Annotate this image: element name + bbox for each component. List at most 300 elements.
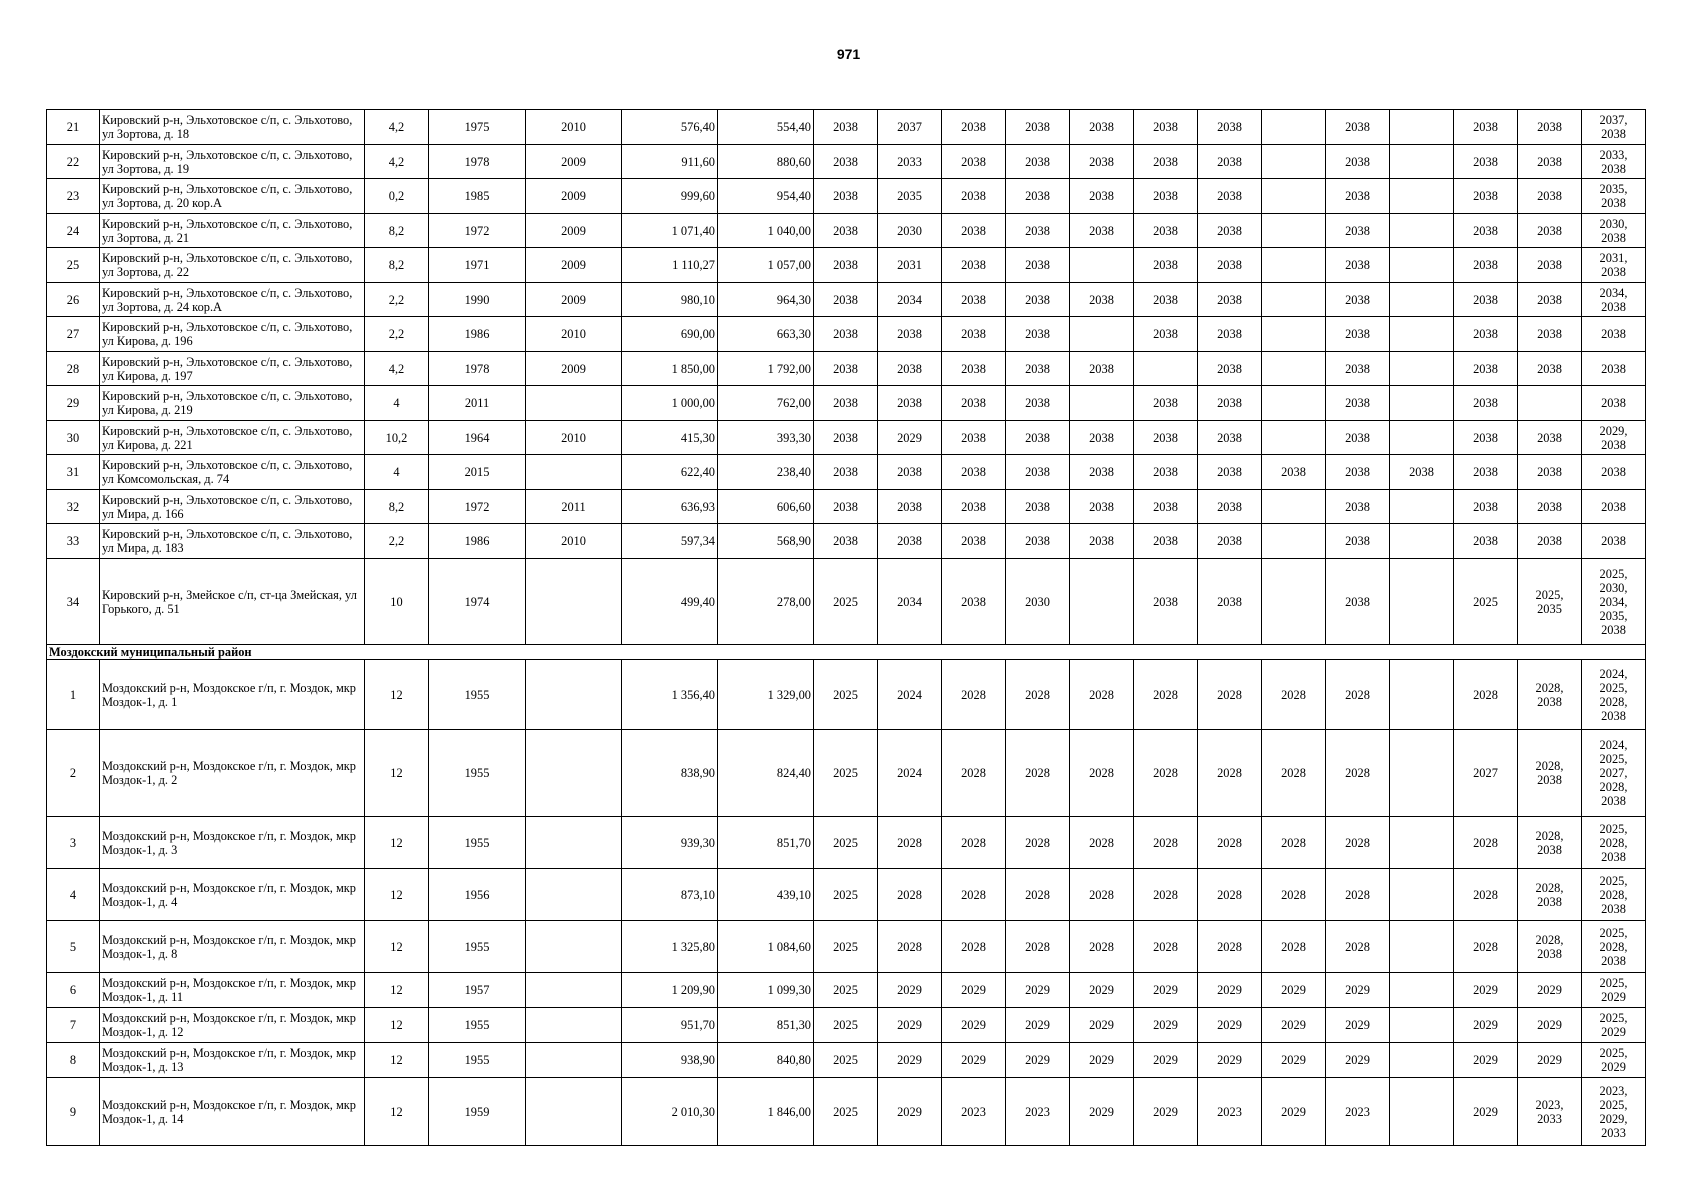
area-total-cell: 911,60 bbox=[622, 145, 718, 179]
repair-year-cell: 2025 bbox=[814, 660, 878, 730]
area-living-cell: 663,30 bbox=[718, 317, 814, 352]
repair-year-cell: 2035, 2038 bbox=[1582, 179, 1646, 214]
table-row bbox=[47, 248, 1646, 283]
repair-year-cell bbox=[1390, 386, 1454, 421]
repair-year-cell: 2038 bbox=[1070, 214, 1134, 248]
repair-year-cell: 2038 bbox=[814, 317, 878, 352]
repair-year-cell: 2038 bbox=[1198, 248, 1262, 283]
repair-year-cell: 2028 bbox=[1326, 817, 1390, 869]
area-total-cell: 2 010,30 bbox=[622, 1078, 718, 1146]
repair-year-cell: 2038 bbox=[1326, 283, 1390, 317]
area-living-cell: 1 099,30 bbox=[718, 973, 814, 1008]
repair-year-cell bbox=[1390, 973, 1454, 1008]
repair-year-cell: 2028 bbox=[1006, 660, 1070, 730]
repair-year-cell: 2025, 2028, 2038 bbox=[1582, 921, 1646, 973]
repair-year-cell bbox=[1262, 524, 1326, 559]
repair-year-cell: 2029 bbox=[1262, 1043, 1326, 1078]
repair-year-cell: 2038 bbox=[1518, 145, 1582, 179]
address-cell: Кировский р-н, Эльхотовское с/п, с. Эльхотово, ул Кирова, д. 197 bbox=[100, 352, 365, 386]
repair-year-cell: 2038 bbox=[1070, 490, 1134, 524]
row-number: 32 bbox=[47, 490, 100, 524]
year-cell: 2009 bbox=[526, 352, 622, 386]
repair-year-cell: 2038 bbox=[942, 248, 1006, 283]
year-built-cell: 1956 bbox=[429, 869, 526, 921]
value-cell: 12 bbox=[365, 921, 429, 973]
repair-year-cell: 2037 bbox=[878, 110, 942, 145]
year-cell bbox=[526, 730, 622, 817]
repair-year-cell: 2028 bbox=[1198, 921, 1262, 973]
repair-year-cell: 2038 bbox=[1198, 559, 1262, 645]
repair-year-cell: 2028 bbox=[1070, 730, 1134, 817]
repair-year-cell: 2038 bbox=[878, 352, 942, 386]
repair-year-cell: 2038 bbox=[1134, 455, 1198, 490]
year-built-cell: 2015 bbox=[429, 455, 526, 490]
repair-year-cell: 2038 bbox=[1134, 317, 1198, 352]
year-built-cell: 1972 bbox=[429, 490, 526, 524]
row-number: 26 bbox=[47, 283, 100, 317]
year-cell: 2011 bbox=[526, 490, 622, 524]
repair-year-cell: 2028 bbox=[1262, 869, 1326, 921]
row-number: 8 bbox=[47, 1043, 100, 1078]
repair-year-cell: 2038 bbox=[1198, 145, 1262, 179]
area-total-cell: 1 000,00 bbox=[622, 386, 718, 421]
year-cell bbox=[526, 973, 622, 1008]
repair-year-cell: 2029 bbox=[1326, 1043, 1390, 1078]
repair-year-cell: 2025 bbox=[814, 869, 878, 921]
repair-year-cell bbox=[1390, 1008, 1454, 1043]
repair-year-cell: 2025 bbox=[814, 730, 878, 817]
repair-year-cell: 2029 bbox=[942, 973, 1006, 1008]
repair-year-cell: 2029 bbox=[1134, 1043, 1198, 1078]
year-cell bbox=[526, 386, 622, 421]
year-built-cell: 1974 bbox=[429, 559, 526, 645]
repair-year-cell: 2038 bbox=[1454, 386, 1518, 421]
row-number: 4 bbox=[47, 869, 100, 921]
repair-year-cell: 2029, 2038 bbox=[1582, 421, 1646, 455]
repair-year-cell: 2029 bbox=[878, 1043, 942, 1078]
repair-year-cell: 2029 bbox=[1070, 1078, 1134, 1146]
row-number: 2 bbox=[47, 730, 100, 817]
repair-year-cell: 2038 bbox=[942, 145, 1006, 179]
repair-year-cell: 2038 bbox=[1454, 524, 1518, 559]
area-total-cell: 1 850,00 bbox=[622, 352, 718, 386]
repair-year-cell: 2038 bbox=[1518, 283, 1582, 317]
repair-year-cell bbox=[1390, 145, 1454, 179]
area-living-cell: 393,30 bbox=[718, 421, 814, 455]
repair-year-cell: 2028 bbox=[1070, 921, 1134, 973]
row-number: 27 bbox=[47, 317, 100, 352]
table-row bbox=[47, 817, 1646, 869]
repair-year-cell: 2038 bbox=[1454, 248, 1518, 283]
address-cell: Моздокский р-н, Моздокское г/п, г. Моздок, мкр Моздок-1, д. 13 bbox=[100, 1043, 365, 1078]
repair-year-cell: 2038 bbox=[814, 455, 878, 490]
repair-year-cell bbox=[1390, 421, 1454, 455]
address-cell: Моздокский р-н, Моздокское г/п, г. Моздок, мкр Моздок-1, д. 2 bbox=[100, 730, 365, 817]
repair-year-cell: 2029 bbox=[878, 973, 942, 1008]
repair-year-cell: 2028 bbox=[942, 660, 1006, 730]
repair-year-cell: 2038 bbox=[1454, 110, 1518, 145]
area-total-cell: 636,93 bbox=[622, 490, 718, 524]
repair-year-cell: 2023, 2025, 2029, 2033 bbox=[1582, 1078, 1646, 1146]
table-row bbox=[47, 490, 1646, 524]
repair-year-cell: 2038 bbox=[1454, 214, 1518, 248]
value-cell: 12 bbox=[365, 869, 429, 921]
area-total-cell: 999,60 bbox=[622, 179, 718, 214]
repair-year-cell: 2038 bbox=[1326, 248, 1390, 283]
repair-year-cell: 2029 bbox=[942, 1043, 1006, 1078]
repair-year-cell: 2038 bbox=[1070, 110, 1134, 145]
repair-year-cell: 2028 bbox=[1454, 869, 1518, 921]
repair-year-cell: 2038 bbox=[1198, 317, 1262, 352]
repair-year-cell: 2033 bbox=[878, 145, 942, 179]
repair-year-cell: 2038 bbox=[1326, 110, 1390, 145]
repair-year-cell: 2025 bbox=[814, 973, 878, 1008]
repair-year-cell: 2038 bbox=[1134, 179, 1198, 214]
repair-year-cell: 2028 bbox=[1262, 730, 1326, 817]
repair-year-cell: 2025, 2035 bbox=[1518, 559, 1582, 645]
year-cell: 2010 bbox=[526, 110, 622, 145]
repair-year-cell: 2025, 2028, 2038 bbox=[1582, 869, 1646, 921]
repair-year-cell bbox=[1390, 214, 1454, 248]
year-cell: 2010 bbox=[526, 524, 622, 559]
row-number: 28 bbox=[47, 352, 100, 386]
section-header-group bbox=[47, 645, 1646, 660]
area-living-cell: 439,10 bbox=[718, 869, 814, 921]
year-cell bbox=[526, 455, 622, 490]
row-number: 30 bbox=[47, 421, 100, 455]
repair-year-cell: 2029 bbox=[878, 1078, 942, 1146]
repair-year-cell: 2038 bbox=[1198, 179, 1262, 214]
address-cell: Моздокский р-н, Моздокское г/п, г. Моздок, мкр Моздок-1, д. 4 bbox=[100, 869, 365, 921]
repair-year-cell: 2024, 2025, 2028, 2038 bbox=[1582, 660, 1646, 730]
repair-year-cell: 2038 bbox=[1518, 317, 1582, 352]
repair-year-cell: 2038 bbox=[814, 421, 878, 455]
repair-year-cell: 2028 bbox=[1198, 660, 1262, 730]
repair-year-cell: 2028 bbox=[1006, 730, 1070, 817]
repair-year-cell: 2038 bbox=[1326, 179, 1390, 214]
repair-year-cell: 2038 bbox=[1134, 214, 1198, 248]
repair-year-cell: 2038 bbox=[1134, 490, 1198, 524]
repair-year-cell bbox=[1390, 921, 1454, 973]
repair-year-cell bbox=[1262, 490, 1326, 524]
area-total-cell: 838,90 bbox=[622, 730, 718, 817]
repair-year-cell: 2035 bbox=[878, 179, 942, 214]
repair-year-cell: 2038 bbox=[1134, 248, 1198, 283]
repair-year-cell: 2030 bbox=[878, 214, 942, 248]
housing-repair-table bbox=[46, 109, 1646, 1146]
repair-year-cell: 2029 bbox=[1070, 1008, 1134, 1043]
year-cell bbox=[526, 817, 622, 869]
repair-year-cell: 2025 bbox=[814, 1008, 878, 1043]
value-cell: 12 bbox=[365, 1078, 429, 1146]
repair-year-cell: 2028 bbox=[1134, 660, 1198, 730]
value-cell: 8,2 bbox=[365, 248, 429, 283]
value-cell: 4,2 bbox=[365, 145, 429, 179]
value-cell: 2,2 bbox=[365, 317, 429, 352]
repair-year-cell: 2038 bbox=[1006, 421, 1070, 455]
repair-year-cell: 2025, 2028, 2038 bbox=[1582, 817, 1646, 869]
repair-year-cell bbox=[1262, 352, 1326, 386]
repair-year-cell bbox=[1390, 817, 1454, 869]
address-cell: Кировский р-н, Эльхотовское с/п, с. Эльхотово, ул Мира, д. 166 bbox=[100, 490, 365, 524]
year-cell: 2009 bbox=[526, 179, 622, 214]
repair-year-cell: 2038 bbox=[814, 386, 878, 421]
repair-year-cell: 2038 bbox=[878, 317, 942, 352]
year-cell bbox=[526, 1078, 622, 1146]
table-row bbox=[47, 1043, 1646, 1078]
area-living-cell: 1 040,00 bbox=[718, 214, 814, 248]
area-living-cell: 840,80 bbox=[718, 1043, 814, 1078]
repair-year-cell: 2028 bbox=[1326, 730, 1390, 817]
repair-year-cell: 2038 bbox=[1582, 317, 1646, 352]
repair-year-cell: 2025 bbox=[1454, 559, 1518, 645]
repair-year-cell: 2038 bbox=[942, 179, 1006, 214]
table-row bbox=[47, 352, 1646, 386]
repair-year-cell: 2030, 2038 bbox=[1582, 214, 1646, 248]
repair-year-cell: 2029 bbox=[1454, 973, 1518, 1008]
repair-year-cell: 2038 bbox=[1006, 455, 1070, 490]
repair-year-cell: 2028 bbox=[1326, 660, 1390, 730]
repair-year-cell: 2028 bbox=[1006, 869, 1070, 921]
repair-year-cell: 2038 bbox=[1006, 248, 1070, 283]
value-cell: 10,2 bbox=[365, 421, 429, 455]
repair-year-cell bbox=[1390, 283, 1454, 317]
repair-year-cell bbox=[1518, 386, 1582, 421]
year-cell bbox=[526, 1008, 622, 1043]
repair-year-cell: 2038 bbox=[1070, 283, 1134, 317]
repair-year-cell: 2023 bbox=[1326, 1078, 1390, 1146]
value-cell: 10 bbox=[365, 559, 429, 645]
year-cell: 2010 bbox=[526, 421, 622, 455]
repair-year-cell bbox=[1390, 352, 1454, 386]
repair-year-cell: 2031 bbox=[878, 248, 942, 283]
repair-year-cell bbox=[1262, 110, 1326, 145]
area-living-cell: 1 084,60 bbox=[718, 921, 814, 973]
repair-year-cell: 2038 bbox=[942, 524, 1006, 559]
area-living-cell: 238,40 bbox=[718, 455, 814, 490]
year-built-cell: 1955 bbox=[429, 730, 526, 817]
repair-year-cell: 2038 bbox=[814, 524, 878, 559]
table-row bbox=[47, 317, 1646, 352]
year-cell bbox=[526, 559, 622, 645]
repair-year-cell: 2027 bbox=[1454, 730, 1518, 817]
repair-year-cell: 2038 bbox=[1134, 283, 1198, 317]
year-built-cell: 1986 bbox=[429, 317, 526, 352]
repair-year-cell: 2038 bbox=[1326, 317, 1390, 352]
repair-year-cell: 2038 bbox=[1198, 490, 1262, 524]
value-cell: 8,2 bbox=[365, 490, 429, 524]
address-cell: Моздокский р-н, Моздокское г/п, г. Моздок, мкр Моздок-1, д. 1 bbox=[100, 660, 365, 730]
repair-year-cell: 2028 bbox=[1262, 921, 1326, 973]
value-cell: 8,2 bbox=[365, 214, 429, 248]
repair-year-cell: 2038 bbox=[814, 352, 878, 386]
repair-year-cell: 2028 bbox=[942, 730, 1006, 817]
repair-year-cell: 2028 bbox=[878, 921, 942, 973]
year-built-cell: 1955 bbox=[429, 1008, 526, 1043]
year-built-cell: 1964 bbox=[429, 421, 526, 455]
repair-year-cell: 2029 bbox=[1262, 1078, 1326, 1146]
table-row bbox=[47, 1008, 1646, 1043]
row-number: 22 bbox=[47, 145, 100, 179]
repair-year-cell: 2038 bbox=[878, 490, 942, 524]
repair-year-cell: 2038 bbox=[1518, 352, 1582, 386]
repair-year-cell: 2038 bbox=[1134, 386, 1198, 421]
repair-year-cell: 2038 bbox=[942, 386, 1006, 421]
address-cell: Кировский р-н, Эльхотовское с/п, с. Эльхотово, ул Кирова, д. 196 bbox=[100, 317, 365, 352]
repair-year-cell: 2028, 2038 bbox=[1518, 869, 1582, 921]
repair-year-cell: 2028, 2038 bbox=[1518, 660, 1582, 730]
row-number: 23 bbox=[47, 179, 100, 214]
area-living-cell: 851,70 bbox=[718, 817, 814, 869]
repair-year-cell: 2038 bbox=[1198, 455, 1262, 490]
repair-year-cell: 2029 bbox=[1454, 1078, 1518, 1146]
year-cell: 2009 bbox=[526, 283, 622, 317]
section-header-row bbox=[47, 645, 1646, 660]
repair-year-cell: 2038 bbox=[1518, 110, 1582, 145]
mozdoksky-rows bbox=[47, 660, 1646, 1146]
value-cell: 12 bbox=[365, 730, 429, 817]
repair-year-cell: 2038 bbox=[1454, 490, 1518, 524]
repair-year-cell: 2029 bbox=[1006, 1043, 1070, 1078]
table-row bbox=[47, 559, 1646, 645]
repair-year-cell: 2038 bbox=[942, 317, 1006, 352]
table-row bbox=[47, 386, 1646, 421]
repair-year-cell bbox=[1262, 317, 1326, 352]
repair-year-cell: 2038 bbox=[1134, 524, 1198, 559]
repair-year-cell: 2038 bbox=[1326, 559, 1390, 645]
repair-year-cell bbox=[1390, 317, 1454, 352]
repair-year-cell: 2038 bbox=[1454, 317, 1518, 352]
year-built-cell: 2011 bbox=[429, 386, 526, 421]
repair-year-cell: 2038 bbox=[1518, 421, 1582, 455]
repair-year-cell: 2028 bbox=[1006, 817, 1070, 869]
repair-year-cell: 2038 bbox=[1518, 490, 1582, 524]
repair-year-cell: 2038 bbox=[1326, 386, 1390, 421]
repair-year-cell: 2038 bbox=[942, 283, 1006, 317]
section-title: Моздокский муниципальный район bbox=[47, 645, 1646, 660]
row-number: 33 bbox=[47, 524, 100, 559]
table-row bbox=[47, 110, 1646, 145]
repair-year-cell: 2025, 2029 bbox=[1582, 1043, 1646, 1078]
row-number: 29 bbox=[47, 386, 100, 421]
table-row bbox=[47, 973, 1646, 1008]
area-living-cell: 1 329,00 bbox=[718, 660, 814, 730]
repair-year-cell bbox=[1262, 214, 1326, 248]
repair-year-cell: 2038 bbox=[1006, 214, 1070, 248]
repair-year-cell: 2038 bbox=[1582, 352, 1646, 386]
year-built-cell: 1971 bbox=[429, 248, 526, 283]
year-built-cell: 1955 bbox=[429, 817, 526, 869]
area-living-cell: 964,30 bbox=[718, 283, 814, 317]
repair-year-cell: 2029 bbox=[1198, 1043, 1262, 1078]
repair-year-cell: 2028 bbox=[1326, 921, 1390, 973]
address-cell: Моздокский р-н, Моздокское г/п, г. Моздок, мкр Моздок-1, д. 12 bbox=[100, 1008, 365, 1043]
address-cell: Кировский р-н, Эльхотовское с/п, с. Эльхотово, ул Зортова, д. 20 кор.А bbox=[100, 179, 365, 214]
repair-year-cell: 2038 bbox=[878, 455, 942, 490]
repair-year-cell: 2034 bbox=[878, 559, 942, 645]
repair-year-cell: 2038 bbox=[814, 145, 878, 179]
repair-year-cell: 2028 bbox=[1198, 817, 1262, 869]
repair-year-cell: 2029 bbox=[1070, 1043, 1134, 1078]
repair-year-cell bbox=[1390, 559, 1454, 645]
repair-year-cell: 2029 bbox=[942, 1008, 1006, 1043]
repair-year-cell: 2038 bbox=[942, 352, 1006, 386]
repair-year-cell: 2028 bbox=[878, 869, 942, 921]
year-built-cell: 1972 bbox=[429, 214, 526, 248]
repair-year-cell: 2038 bbox=[1070, 524, 1134, 559]
repair-year-cell: 2038 bbox=[1006, 317, 1070, 352]
repair-year-cell: 2038 bbox=[1134, 110, 1198, 145]
address-cell: Моздокский р-н, Моздокское г/п, г. Моздок, мкр Моздок-1, д. 8 bbox=[100, 921, 365, 973]
repair-year-cell: 2038 bbox=[1006, 490, 1070, 524]
repair-year-cell bbox=[1070, 386, 1134, 421]
value-cell: 2,2 bbox=[365, 524, 429, 559]
area-living-cell: 762,00 bbox=[718, 386, 814, 421]
repair-year-cell: 2028 bbox=[942, 817, 1006, 869]
repair-year-cell: 2038 bbox=[1262, 455, 1326, 490]
year-cell: 2009 bbox=[526, 214, 622, 248]
repair-year-cell: 2028 bbox=[1326, 869, 1390, 921]
area-total-cell: 576,40 bbox=[622, 110, 718, 145]
repair-year-cell: 2038 bbox=[1198, 386, 1262, 421]
kirovsky-rows bbox=[47, 110, 1646, 645]
repair-year-cell: 2038 bbox=[1582, 524, 1646, 559]
repair-year-cell bbox=[1262, 179, 1326, 214]
table-row bbox=[47, 179, 1646, 214]
repair-year-cell: 2029 bbox=[1518, 973, 1582, 1008]
repair-year-cell bbox=[1262, 386, 1326, 421]
row-number: 1 bbox=[47, 660, 100, 730]
repair-year-cell: 2038 bbox=[1198, 214, 1262, 248]
repair-year-cell: 2028 bbox=[1070, 817, 1134, 869]
repair-year-cell: 2038 bbox=[942, 421, 1006, 455]
area-total-cell: 873,10 bbox=[622, 869, 718, 921]
repair-year-cell: 2024 bbox=[878, 660, 942, 730]
area-living-cell: 554,40 bbox=[718, 110, 814, 145]
repair-year-cell: 2025 bbox=[814, 817, 878, 869]
area-total-cell: 1 209,90 bbox=[622, 973, 718, 1008]
repair-year-cell: 2038 bbox=[814, 110, 878, 145]
repair-year-cell: 2028 bbox=[942, 921, 1006, 973]
address-cell: Кировский р-н, Эльхотовское с/п, с. Эльхотово, ул Зортова, д. 22 bbox=[100, 248, 365, 283]
repair-year-cell: 2024 bbox=[878, 730, 942, 817]
repair-year-cell: 2038 bbox=[1070, 421, 1134, 455]
repair-year-cell: 2023 bbox=[1198, 1078, 1262, 1146]
address-cell: Моздокский р-н, Моздокское г/п, г. Моздок, мкр Моздок-1, д. 14 bbox=[100, 1078, 365, 1146]
page-number: 971 bbox=[836, 46, 861, 62]
repair-year-cell: 2038 bbox=[1198, 110, 1262, 145]
row-number: 6 bbox=[47, 973, 100, 1008]
repair-year-cell: 2034 bbox=[878, 283, 942, 317]
repair-year-cell: 2029 bbox=[878, 1008, 942, 1043]
area-total-cell: 1 325,80 bbox=[622, 921, 718, 973]
repair-year-cell: 2038 bbox=[1390, 455, 1454, 490]
repair-year-cell: 2038 bbox=[1518, 524, 1582, 559]
year-built-cell: 1955 bbox=[429, 921, 526, 973]
repair-year-cell: 2028 bbox=[1262, 817, 1326, 869]
year-built-cell: 1978 bbox=[429, 352, 526, 386]
year-cell: 2009 bbox=[526, 145, 622, 179]
value-cell: 12 bbox=[365, 1043, 429, 1078]
repair-year-cell: 2038 bbox=[1070, 352, 1134, 386]
repair-year-cell: 2038 bbox=[1326, 214, 1390, 248]
year-built-cell: 1985 bbox=[429, 179, 526, 214]
repair-year-cell bbox=[1070, 248, 1134, 283]
repair-year-cell: 2038 bbox=[1134, 559, 1198, 645]
repair-year-cell: 2038 bbox=[1518, 455, 1582, 490]
row-number: 5 bbox=[47, 921, 100, 973]
repair-year-cell: 2029 bbox=[1518, 1008, 1582, 1043]
